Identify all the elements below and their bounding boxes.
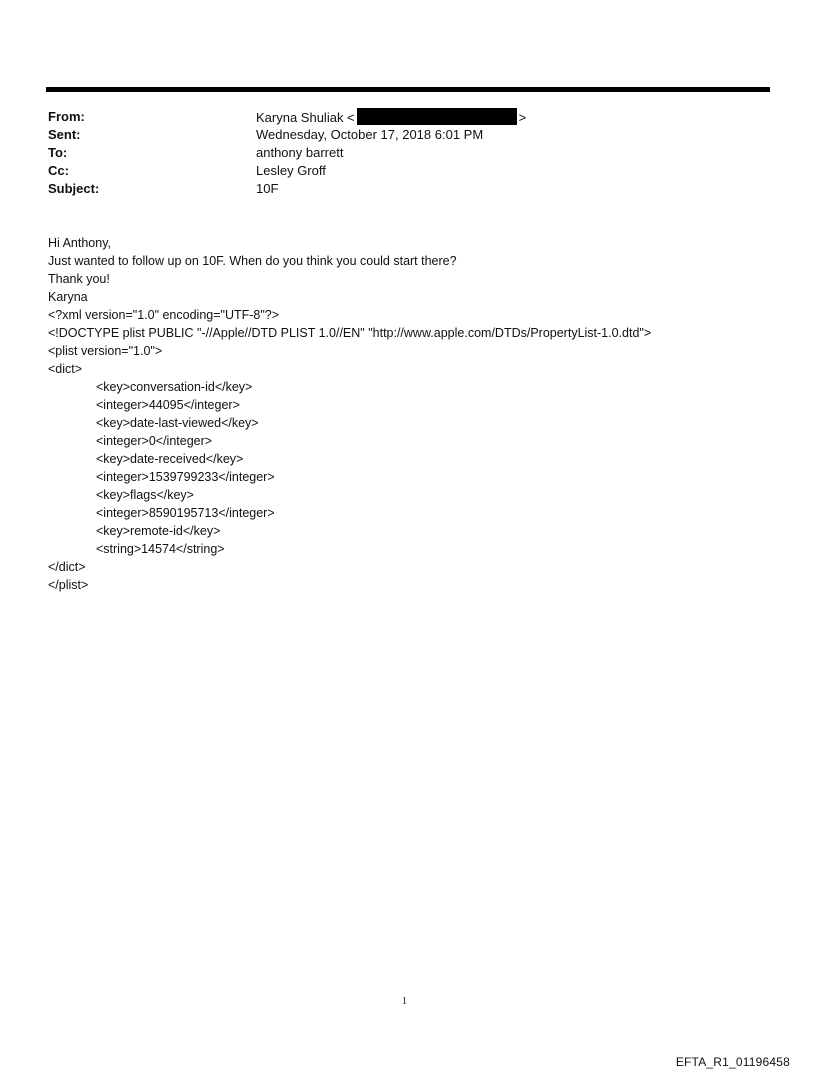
body-line: </plist> [48,578,89,592]
body-line: <key>date-received</key> [96,452,244,466]
body-line: <dict> [48,362,83,376]
body-line: <plist version="1.0"> [48,344,163,358]
body-line: <key>remote-id</key> [96,524,221,538]
cc-value: Lesley Groff [256,163,326,178]
body-line: <key>flags</key> [96,488,194,502]
body-line: Just wanted to follow up on 10F. When do you think you could start there? [48,254,457,268]
sent-row [48,126,748,144]
from-label: From: [48,109,85,124]
subject-row [48,180,748,198]
from-row [48,108,748,126]
header-divider [46,87,770,92]
body-line: Hi Anthony, [48,236,112,250]
body-line: Thank you! [48,272,110,286]
email-body [48,234,788,594]
body-line: <integer>8590195713</integer> [96,506,275,520]
to-label: To: [48,145,68,160]
from-name: Karyna Shuliak < [256,110,355,125]
body-line: Karyna [48,290,88,304]
redaction-box [357,108,517,125]
subject-label: Subject: [48,181,100,196]
from-close: > [518,110,527,125]
cc-label: Cc: [48,163,69,178]
body-line: <string>14574</string> [96,542,225,556]
body-line: <key>date-last-viewed</key> [96,416,259,430]
subject-value: 10F [256,181,279,196]
to-row [48,144,748,162]
sent-label: Sent: [48,127,81,142]
body-line: <?xml version="1.0" encoding="UTF-8"?> [48,308,280,322]
body-line: <integer>1539799233</integer> [96,470,275,484]
cc-row [48,162,748,180]
to-value: anthony barrett [256,145,344,160]
email-header [48,108,748,198]
body-line: </dict> [48,560,86,574]
body-line: <integer>0</integer> [96,434,213,448]
body-line: <integer>44095</integer> [96,398,240,412]
from-value [256,108,748,126]
body-line: <key>conversation-id</key> [96,380,253,394]
sent-value: Wednesday, October 17, 2018 6:01 PM [256,127,484,142]
page-number: 1 [402,996,407,1007]
document-id: EFTA_R1_01196458 [675,1055,790,1069]
body-line: <!DOCTYPE plist PUBLIC "-//Apple//DTD PLIST 1.0//EN" "http://www.apple.com/DTDs/PropertyList-1.0.dtd"> [48,326,652,340]
